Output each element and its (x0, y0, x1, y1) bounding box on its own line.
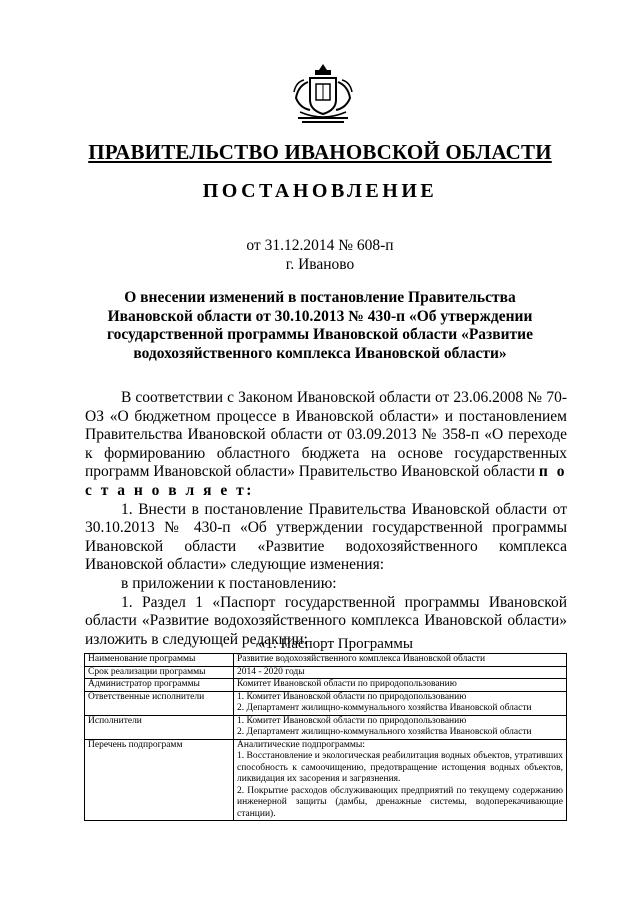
document-body (85, 389, 567, 649)
preamble-text: В соответствии с Законом Ивановской области от 23.06.2008 № 70-ОЗ «О бюджетном процессе в Ивановской области» и постановлением Правительства Ивановской области от 03.09.2013 № 358-п «О переходе к формированию областного бюджета на основе государственных программ Ивановской области» Правительство Ивановской области (85, 389, 567, 481)
paragraph-preamble (85, 389, 567, 501)
value-line: Развитие водохозяйственного комплекса Ивановской области (237, 654, 486, 664)
paragraph-section-1: 1. Раздел 1 «Паспорт государственной программы Ивановской области «Развитие водохозяйственного комплекса Ивановской области» изложить в следующей редакции: (85, 593, 567, 648)
value-line: Комитет Ивановской области по природопользованию (237, 679, 457, 689)
paragraph-item-1: 1. Внести в постановление Правительства Ивановской области от 30.10.2013 № 430-п «Об утверждении государственной программы Ивановской области «Развитие водохозяйственного комплекса Ивановской области» следующие изменения: (85, 500, 567, 574)
document-type: ПОСТАНОВЛЕНИЕ (202, 180, 438, 202)
row-value (234, 654, 567, 667)
value-line: 1. Восстановление и экологическая реабилитация водных объектов, утративших способность к самоочищению, предотвращение истощения водных объектов, ликвидация их засорения и загрязнения. (237, 751, 563, 784)
value-line: 2. Департамент жилищно-коммунального хозяйства Ивановской области (237, 727, 532, 737)
date-number: от 31.12.2014 № 608-п (246, 237, 394, 254)
table-row (85, 679, 567, 692)
value-line: 2. Покрытие расходов обслуживающих предприятий по текущему содержанию инженерной защиты (дамбы, дренажные системы, водоперекачивающие станции). (237, 785, 563, 819)
row-value (234, 666, 567, 679)
row-label: Перечень подпрограмм (85, 739, 234, 821)
table-row (85, 654, 567, 667)
coat-of-arms-emblem (288, 62, 358, 128)
table-row (85, 666, 567, 679)
row-label: Исполнители (85, 715, 234, 739)
row-value (234, 739, 567, 821)
row-label: Наименование программы (85, 654, 234, 667)
row-label: Ответственные исполнители (85, 691, 234, 715)
table-row (85, 715, 567, 739)
document-subject: О внесении изменений в постановление Правительства Ивановской области от 30.10.2013 № 430-п «Об утверждении государственной программы Ивановской области «Развитие водохозяйственного комплекса Ивановской области» (106, 289, 533, 362)
row-label: Администратор программы (85, 679, 234, 692)
value-line: 1. Комитет Ивановской области по природопользованию (237, 715, 467, 726)
row-value (234, 715, 567, 739)
table-row (85, 739, 567, 821)
value-line: Аналитические подпрограммы: (237, 739, 365, 750)
date-block (0, 236, 640, 274)
row-value (234, 679, 567, 692)
row-value (234, 691, 567, 715)
value-line: 2. Департамент жилищно-коммунального хозяйства Ивановской области (237, 703, 532, 713)
table-row (85, 691, 567, 715)
city: г. Иваново (285, 256, 355, 273)
value-line: 2014 - 2020 годы (237, 666, 305, 677)
paragraph-annex: в приложении к постановлению: (121, 574, 337, 592)
value-line: 1. Комитет Ивановской области по природопользованию (237, 691, 467, 702)
table-caption: «1. Паспорт Программы (258, 636, 413, 652)
row-label: Срок реализации программы (85, 666, 234, 679)
program-passport-table (84, 653, 567, 821)
resolves-word: п о с т а н о в л я е т: (85, 463, 567, 499)
organization-title: ПРАВИТЕЛЬСТВО ИВАНОВСКОЙ ОБЛАСТИ (88, 140, 552, 164)
